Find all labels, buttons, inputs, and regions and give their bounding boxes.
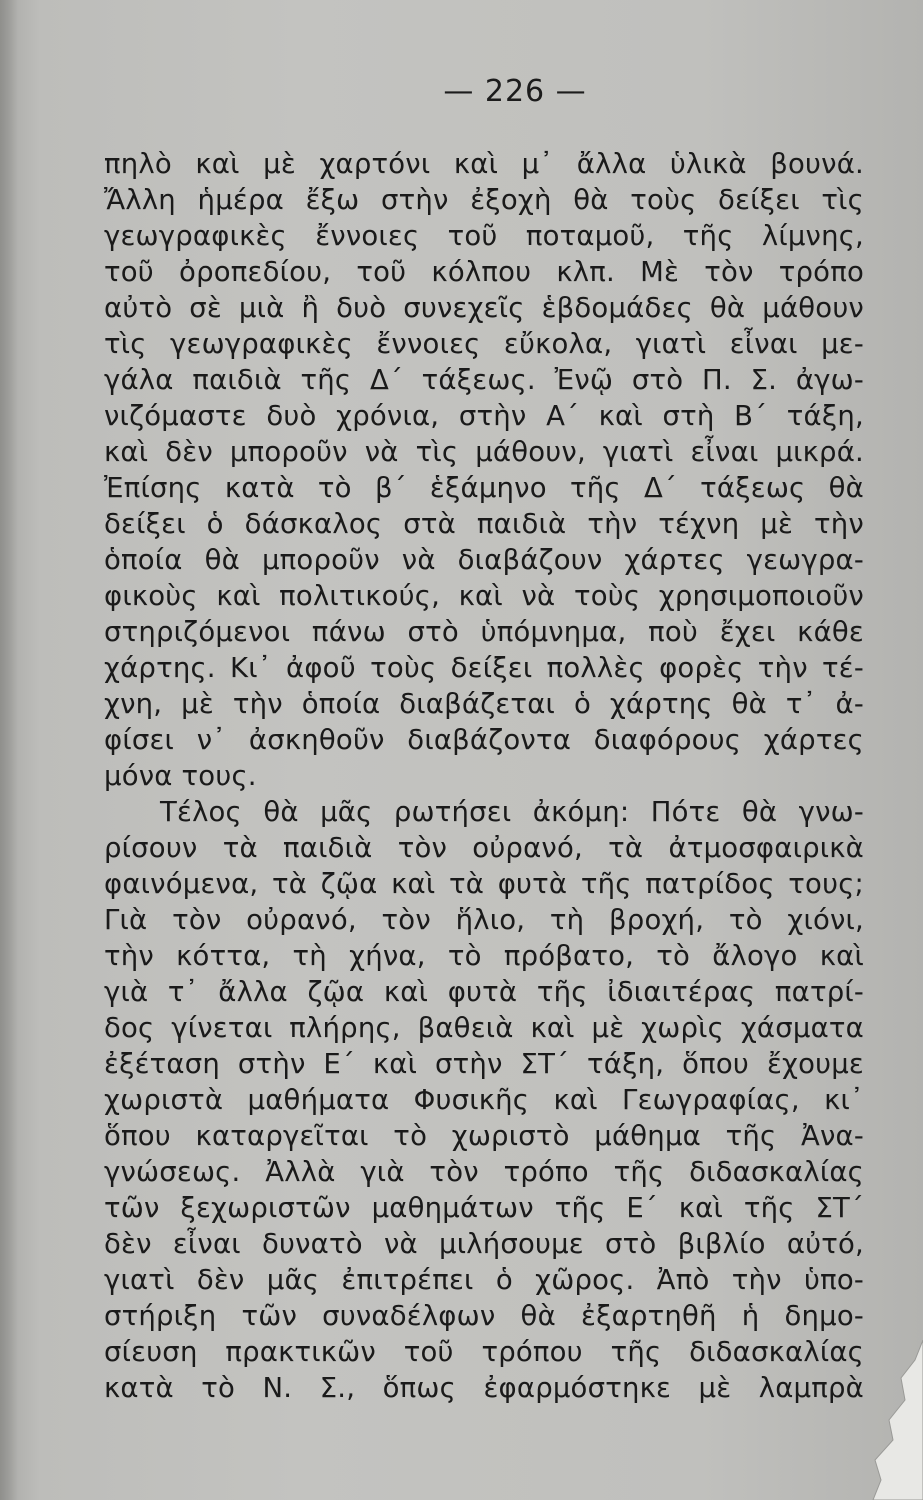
text-line: φίσει ν᾽ ἀσκηθοῦν διαβάζοντα διαφόρους χάρτες <box>104 724 864 756</box>
text-line: χάρτης. Κι᾽ ἀφοῦ τοὺς δείξει πολλὲς φορὲς τὴν τέ- <box>104 652 864 684</box>
text-line: πηλὸ καὶ μὲ χαρτόνι καὶ μ᾽ ἄλλα ὑλικὰ βουνά. <box>104 148 864 180</box>
text-line: τῶν ξεχωριστῶν μαθημάτων τῆς Ε΄ καὶ τῆς ΣΤ΄ <box>104 1192 864 1224</box>
text-line: κατὰ τὸ Ν. Σ., ὅπως ἐφαρμόστηκε μὲ λαμπρὰ <box>104 1372 864 1404</box>
text-line: στήριξη τῶν συναδέλφων θὰ ἐξαρτηθῆ ἡ δημο- <box>104 1300 864 1332</box>
text-line: φαινόμενα, τὰ ζῷα καὶ τὰ φυτὰ τῆς πατρίδος τους; <box>104 868 864 900</box>
text-line: ὁποία θὰ μποροῦν νὰ διαβάζουν χάρτες γεωγρα- <box>104 544 864 576</box>
text-line: ρίσουν τὰ παιδιὰ τὸν οὐρανό, τὰ ἀτμοσφαιρικὰ <box>104 832 864 864</box>
text-line: τὶς γεωγραφικὲς ἔννοιες εὔκολα, γιατὶ εἶναι με- <box>104 328 864 360</box>
text-line: δὲν εἶναι δυνατὸ νὰ μιλήσουμε στὸ βιβλίο αὐτό, <box>104 1228 864 1260</box>
text-line: γιὰ τ᾽ ἄλλα ζῷα καὶ φυτὰ τῆς ἰδιαιτέρας πατρί- <box>104 976 864 1008</box>
text-line: σίευση πρακτικῶν τοῦ τρόπου τῆς διδασκαλίας <box>104 1336 864 1368</box>
text-line: Γιὰ τὸν οὐρανό, τὸν ἥλιο, τὴ βροχή, τὸ χιόνι, <box>104 904 864 936</box>
text-line: χωριστὰ μαθήματα Φυσικῆς καὶ Γεωγραφίας, κι᾽ <box>104 1084 864 1116</box>
body-text <box>104 146 864 1406</box>
text-line: καὶ δὲν μποροῦν νὰ τὶς μάθουν, γιατὶ εἶναι μικρά. <box>104 436 864 468</box>
text-line: γάλα παιδιὰ τῆς Δ΄ τάξεως. Ἐνῷ στὸ Π. Σ. ἀγω- <box>104 364 864 396</box>
text-line: στηριζόμενοι πάνω στὸ ὑπόμνημα, ποὺ ἔχει κάθε <box>104 616 864 648</box>
text-line-paragraph-start: Τέλος θὰ μᾶς ρωτήσει ἀκόμη: Πότε θὰ γνω- <box>160 796 864 828</box>
page-number: — 226 — <box>443 74 587 109</box>
text-line: γεωγραφικὲς ἔννοιες τοῦ ποταμοῦ, τῆς λίμνης, <box>104 220 864 252</box>
text-line: Ἐπίσης κατὰ τὸ β΄ ἑξάμηνο τῆς Δ΄ τάξεως θὰ <box>104 472 864 504</box>
text-line: γνώσεως. Ἀλλὰ γιὰ τὸν τρόπο τῆς διδασκαλίας <box>104 1156 864 1188</box>
text-line: φικοὺς καὶ πολιτικούς, καὶ νὰ τοὺς χρησιμοποιοῦν <box>104 580 864 612</box>
text-line-paragraph-end: μόνα τους. <box>104 760 257 792</box>
text-line: τοῦ ὀροπεδίου, τοῦ κόλπου κλπ. Μὲ τὸν τρόπο <box>104 256 864 288</box>
text-line: χνη, μὲ τὴν ὁποία διαβάζεται ὁ χάρτης θὰ τ᾽ ἀ- <box>104 688 864 720</box>
text-line: δείξει ὁ δάσκαλος στὰ παιδιὰ τὴν τέχνη μὲ τὴν <box>104 508 864 540</box>
text-line: ὅπου καταργεῖται τὸ χωριστὸ μάθημα τῆς Ἀνα- <box>104 1120 864 1152</box>
text-line: Ἄλλη ἡμέρα ἔξω στὴν ἐξοχὴ θὰ τοὺς δείξει τὶς <box>104 184 864 216</box>
spine-shadow <box>0 0 18 1500</box>
text-line: γιατὶ δὲν μᾶς ἐπιτρέπει ὁ χῶρος. Ἀπὸ τὴν ὑπο- <box>104 1264 864 1296</box>
text-line: αὐτὸ σὲ μιὰ ἢ δυὸ συνεχεῖς ἑβδομάδες θὰ μάθουν <box>104 292 864 324</box>
torn-page-corner <box>853 1340 923 1500</box>
text-line: δος γίνεται πλήρης, βαθειὰ καὶ μὲ χωρὶς χάσματα <box>104 1012 864 1044</box>
text-line: ἐξέταση στὴν Ε΄ καὶ στὴν ΣΤ΄ τάξη, ὅπου ἔχουμε <box>104 1048 864 1080</box>
text-line: τὴν κόττα, τὴ χήνα, τὸ πρόβατο, τὸ ἄλογο καὶ <box>104 940 864 972</box>
text-line: νιζόμαστε δυὸ χρόνια, στὴν Α΄ καὶ στὴ Β΄ τάξη, <box>104 400 864 432</box>
